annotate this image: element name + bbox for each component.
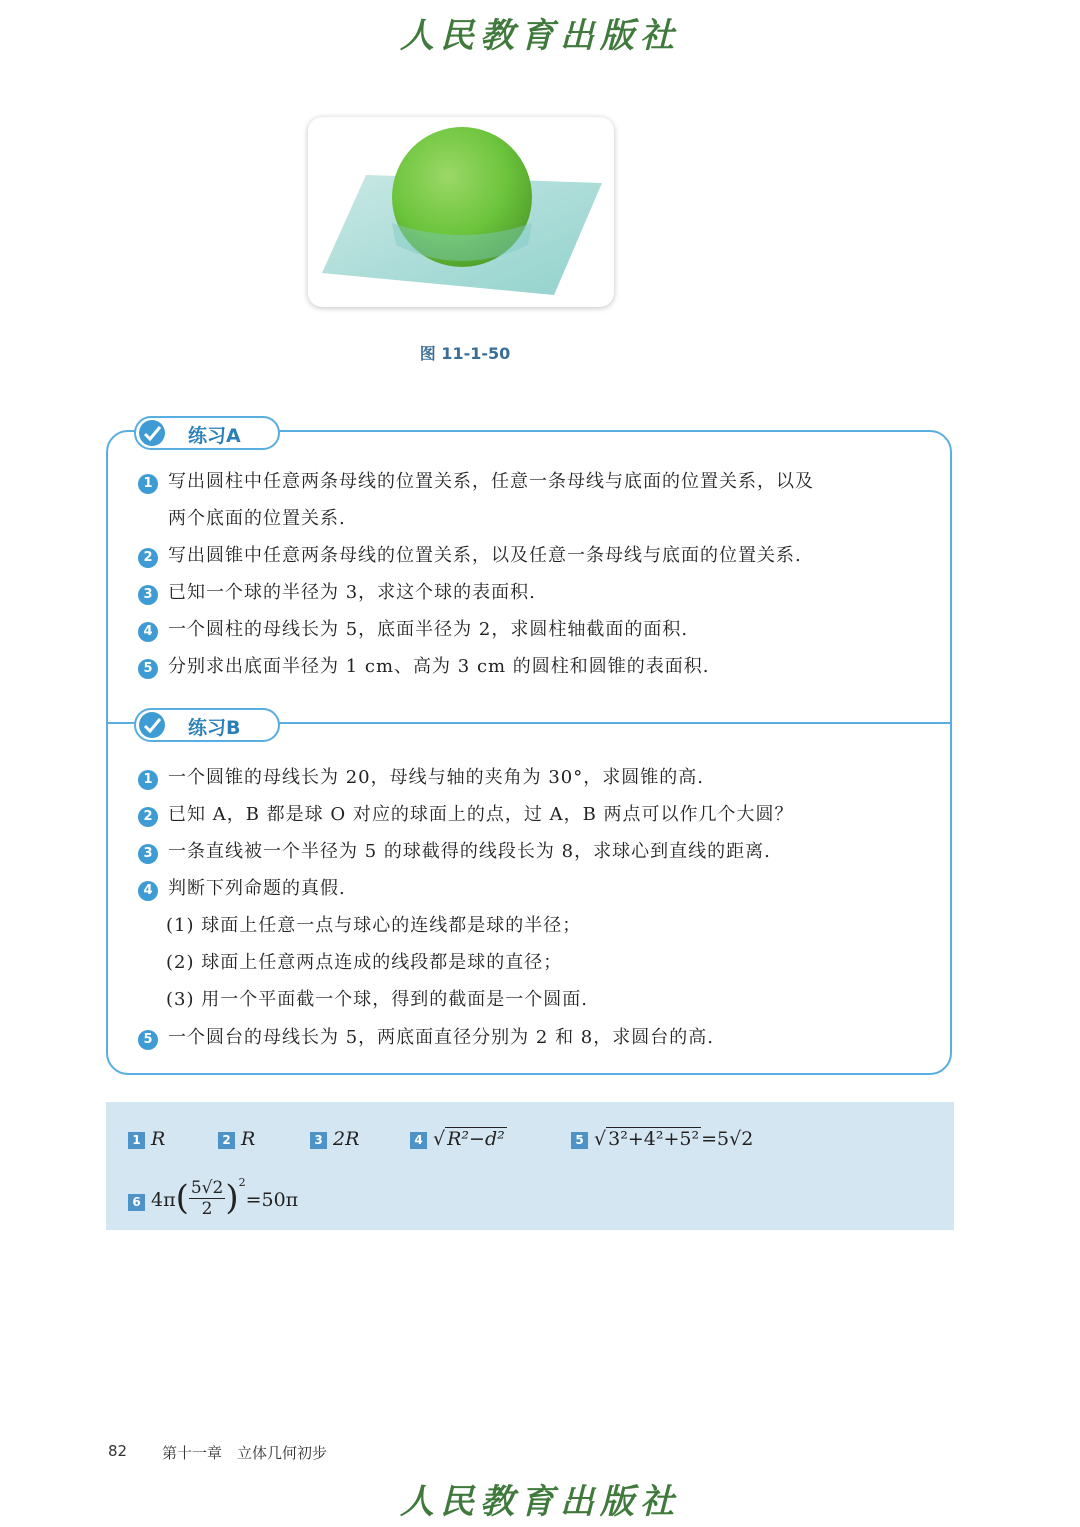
answer-item: 6 4π( $\frac{5√2}{2}$ )$^2$=50π: [128, 1172, 298, 1220]
answer-item: 5 √ 3²+4²+5² =5√2: [571, 1128, 753, 1150]
figure-sphere-on-plane: [308, 117, 614, 307]
exercise-b-subitem: (1) 球面上任意一点与球心的连线都是球的半径；: [166, 915, 582, 936]
exercise-a-item: 5 分别求出底面半径为 1 cm、高为 3 cm 的圆柱和圆锥的表面积.: [138, 657, 710, 679]
exercise-a-title: 练习A: [188, 425, 241, 447]
exercise-b-subitem: (3) 用一个平面截一个球，得到的截面是一个圆面.: [166, 989, 588, 1010]
answer-item: 2 R: [218, 1128, 255, 1150]
exercise-b-item: 2 已知 A，B 都是球 O 对应的球面上的点，过 A，B 两点可以作几个大圆？: [138, 805, 794, 827]
exercise-a-item: 1 写出圆柱中任意两条母线的位置关系，任意一条母线与底面的位置关系，以及: [138, 472, 814, 494]
answer-item: 1 R: [128, 1128, 165, 1150]
exercise-a-item: 4 一个圆柱的母线长为 5，底面半径为 2，求圆柱轴截面的面积.: [138, 620, 688, 642]
exercise-a-item: 3 已知一个球的半径为 3，求这个球的表面积.: [138, 583, 536, 605]
exercise-b-header: [134, 708, 280, 742]
exercise-a-item: 2 写出圆锥中任意两条母线的位置关系，以及任意一条母线与底面的位置关系.: [138, 546, 802, 568]
exercise-b-item: 5 一个圆台的母线长为 5，两底面直径分别为 2 和 8，求圆台的高.: [138, 1028, 714, 1050]
exercise-a-item-continuation: 两个底面的位置关系.: [168, 508, 346, 529]
exercise-b-title: 练习B: [188, 717, 241, 739]
exercise-b-item: 3 一条直线被一个半径为 5 的球截得的线段长为 8，求球心到直线的距离.: [138, 842, 771, 864]
exercise-b-subitem: (2) 球面上任意两点连成的线段都是球的直径；: [166, 952, 563, 973]
sphere-plane-illustration: [308, 117, 614, 307]
exercise-b-item: 1 一个圆锥的母线长为 20，母线与轴的夹角为 30°，求圆锥的高.: [138, 768, 704, 790]
exercise-b-item: 4 判断下列命题的真假.: [138, 879, 346, 901]
pencil-check-icon: [138, 419, 168, 447]
exercise-a-header: [134, 416, 280, 450]
answer-item: 3 2R: [310, 1128, 359, 1150]
publisher-watermark-top: 人民教育出版社: [400, 16, 680, 56]
publisher-watermark-bottom: 人民教育出版社: [400, 1482, 680, 1522]
answer-item: 4 √ R²−d²: [410, 1128, 507, 1150]
page-number: 82: [108, 1442, 128, 1460]
figure-caption: 图 11-1-50: [419, 344, 511, 363]
pencil-check-icon: [138, 711, 168, 739]
chapter-title: 第十一章 立体几何初步: [162, 1444, 328, 1462]
